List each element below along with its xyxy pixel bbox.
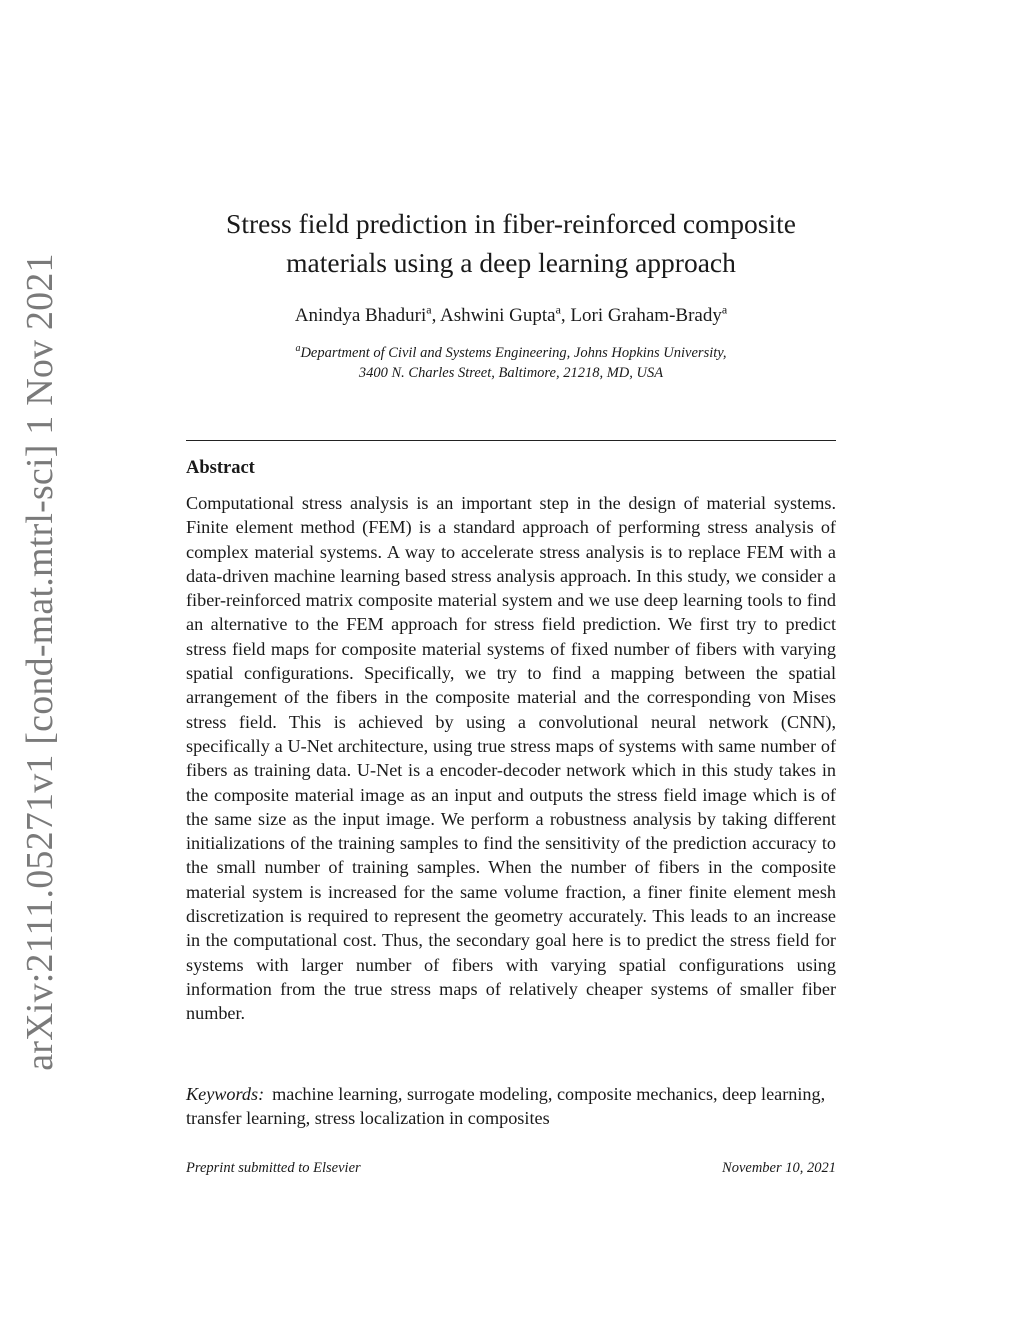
author-1: Anindya Bhaduri$^a$: [294, 302, 432, 326]
header-rule: [186, 440, 836, 441]
preprint-note: Preprint submitted to Elsevier: [186, 1160, 361, 1176]
affiliation-line-2: 3400 N. Charles Street, Baltimore, 21218, MD, USA: [358, 365, 664, 381]
title-line-1: Stress field prediction in fiber-reinforced composite: [226, 208, 796, 239]
affiliation: [186, 343, 836, 383]
affiliation-line-1: $^a$Department of Civil and Systems Engineering, Johns Hopkins University,: [295, 343, 727, 361]
keywords: [186, 1082, 836, 1131]
title-line-2: materials using a deep learning approach: [286, 247, 736, 278]
abstract-heading: Abstract: [186, 458, 255, 478]
abstract-text: Computational stress analysis is an important step in the design of material systems. Finite element method (FEM) is a standard approach of performing stress analysis of complex material systems. A way to accelerate stress analysis is to replace FEM with a data-driven machine learning based stress analysis approach. In this study, we consider a fiber-reinforced matrix composite material system and we use deep learning tools to find an alternative to the FEM approach for stress field prediction. We first try to predict stress field maps for composite material systems of fixed number of fibers with varying spatial configurations. Specifically, we try to find a mapping between the spatial arrangement of the fibers in the composite material and the corresponding von Mises stress field. This is achieved by using a convolutional neural network (CNN), specifically a U-Net architecture, using true stress maps of systems with same number of fibers as training data. U-Net is a encoder-decoder network which in this study takes in the composite material image as an input and outputs the stress field image which is of the same size as the input image. We perform a robustness analysis by taking different initializations of the training samples to find the sensitivity of the prediction accuracy to the small number of training samples. When the number of fibers in the composite material system is increased for the same volume fraction, a finer finite element mesh discretization is required to represent the geometry accurately. This leads to an increase in the computational cost. Thus, the secondary goal here is to predict the stress field for systems with larger number of fibers with varying spatial configurations using information from the true stress maps of relatively cheaper systems of smaller fiber number.: [186, 493, 836, 1024]
paper-title: [186, 204, 836, 282]
author-2: Ashwini Gupta$^a$: [440, 302, 561, 326]
arxiv-identifier: arXiv:2111.05271v1 [cond-mat.mtrl-sci] 1 Nov 2021: [19, 253, 61, 1071]
author-3: Lori Graham-Brady$^a$: [570, 302, 728, 326]
keywords-text: machine learning, surrogate modeling, composite mechanics, deep learning, transfer learning, stress localization in composites: [186, 1084, 826, 1129]
keywords-label: Keywords:: [186, 1084, 265, 1104]
preprint-date: November 10, 2021: [722, 1160, 836, 1176]
author-list: Anindya Bhaduri$^a$, Ashwini Gupta$^a$, Lori Graham-Brady$^a$: [294, 302, 728, 326]
